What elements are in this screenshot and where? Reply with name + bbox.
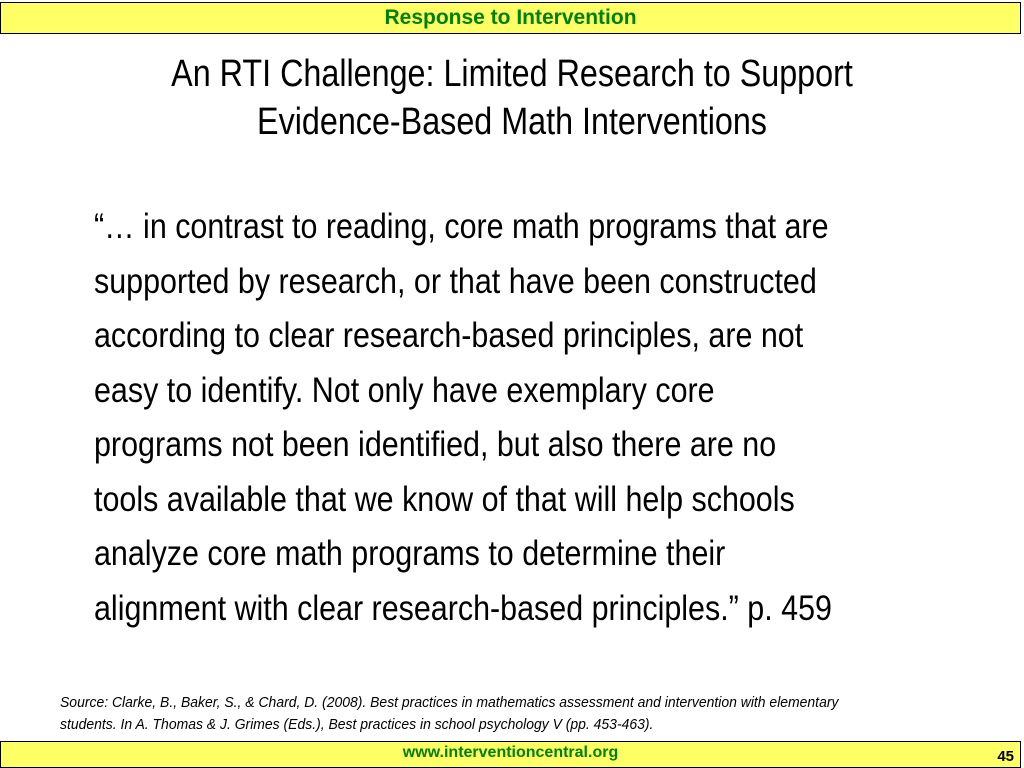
footer-url-link[interactable]: www.interventioncentral.org — [402, 744, 619, 761]
source-line: students. In A. Thomas & J. Grimes (Eds.), Best practices in school psychology V (pp. 453-463). — [60, 716, 654, 733]
header-banner-text: Response to Intervention — [384, 6, 637, 29]
slide-title-line: An RTI Challenge: Limited Research to Support — [171, 53, 853, 95]
quote-line: supported by research, or that have been constructed — [94, 261, 817, 301]
page-number: 45 — [997, 748, 1014, 765]
quote-line: alignment with clear research-based principles.” p. 459 — [94, 588, 832, 628]
quote-line: analyze core math programs to determine their — [94, 534, 726, 573]
footer-banner — [0, 741, 1021, 768]
quote-block — [94, 200, 1014, 636]
quote-line: “… in contrast to reading, core math programs that are — [94, 207, 829, 246]
quote-line: easy to identify. Not only have exemplary core — [94, 370, 715, 410]
source-line: Source: Clarke, B., Baker, S., & Chard, D. (2008). Best practices in mathematics assessment and intervention with elementary — [60, 694, 839, 711]
slide-title-line: Evidence-Based Math Interventions — [257, 101, 767, 143]
quote-line: tools available that we know of that will help schools — [94, 479, 795, 519]
header-banner — [0, 2, 1021, 34]
quote-line: programs not been identified, but also there are no — [94, 425, 777, 464]
quote-line: according to clear research-based principles, are not — [94, 316, 804, 355]
slide-title — [40, 50, 984, 146]
source-citation — [60, 692, 1010, 736]
